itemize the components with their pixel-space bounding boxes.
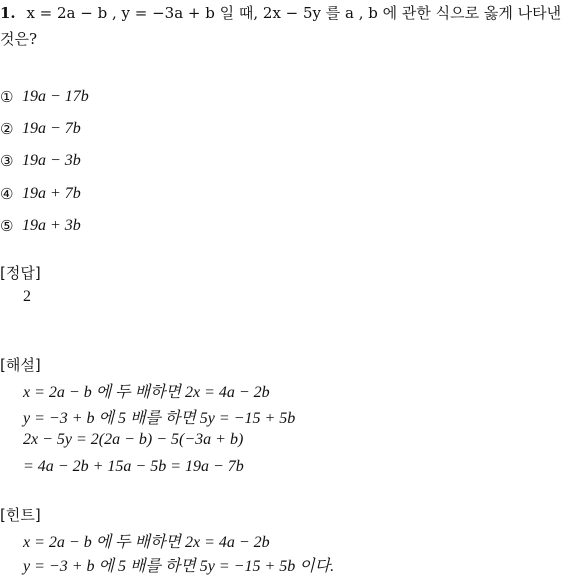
answer-heading: [정답]: [0, 264, 41, 282]
choice-expression: 19a − 3b: [22, 152, 81, 169]
answer-value: 2: [23, 288, 31, 305]
choice-expression: 19a + 3b: [22, 217, 81, 234]
explanation-line-4: = 4a − 2b + 15a − 5b = 19a − 7b: [23, 458, 244, 475]
choice-4[interactable]: [0, 185, 81, 203]
choice-5[interactable]: [0, 217, 81, 235]
question-line-1: [0, 2, 561, 23]
choice-3[interactable]: [0, 152, 81, 170]
hint-line-2: y = −3 + b 에 5 배를 하면 5y = −15 + 5b 이다.: [23, 558, 335, 575]
explanation-line-2: y = −3 + b 에 5 배를 하면 5y = −15 + 5b: [23, 410, 296, 427]
explanation-heading: [해설]: [0, 356, 41, 374]
explanation-line-1: x = 2a − b 에 두 배하면 2x = 4a − 2b: [23, 384, 270, 401]
choice-expression: 19a − 7b: [22, 120, 81, 137]
choice-expression: 19a + 7b: [22, 185, 81, 202]
choice-marker: ①: [0, 88, 14, 106]
explanation-line-3: 2x − 5y = 2(2a − b) − 5(−3a + b): [23, 431, 244, 448]
hint-heading: [힌트]: [0, 506, 41, 524]
choice-marker: ③: [0, 152, 14, 170]
choice-marker: ②: [0, 120, 14, 138]
choice-expression: 19a − 17b: [22, 88, 89, 105]
choice-1[interactable]: [0, 88, 89, 106]
hint-line-1: x = 2a − b 에 두 배하면 2x = 4a − 2b: [23, 534, 270, 551]
choice-2[interactable]: [0, 120, 81, 138]
question-number: 1.: [0, 4, 16, 22]
choice-marker: ④: [0, 185, 14, 203]
question-line-2: 것은?: [0, 30, 38, 48]
choice-marker: ⑤: [0, 217, 14, 235]
question-text-1: x = 2a − b , y = −3a + b 일 때, 2x − 5y 를 a , b 에 관한 식으로 옳게 나타낸: [26, 4, 562, 22]
